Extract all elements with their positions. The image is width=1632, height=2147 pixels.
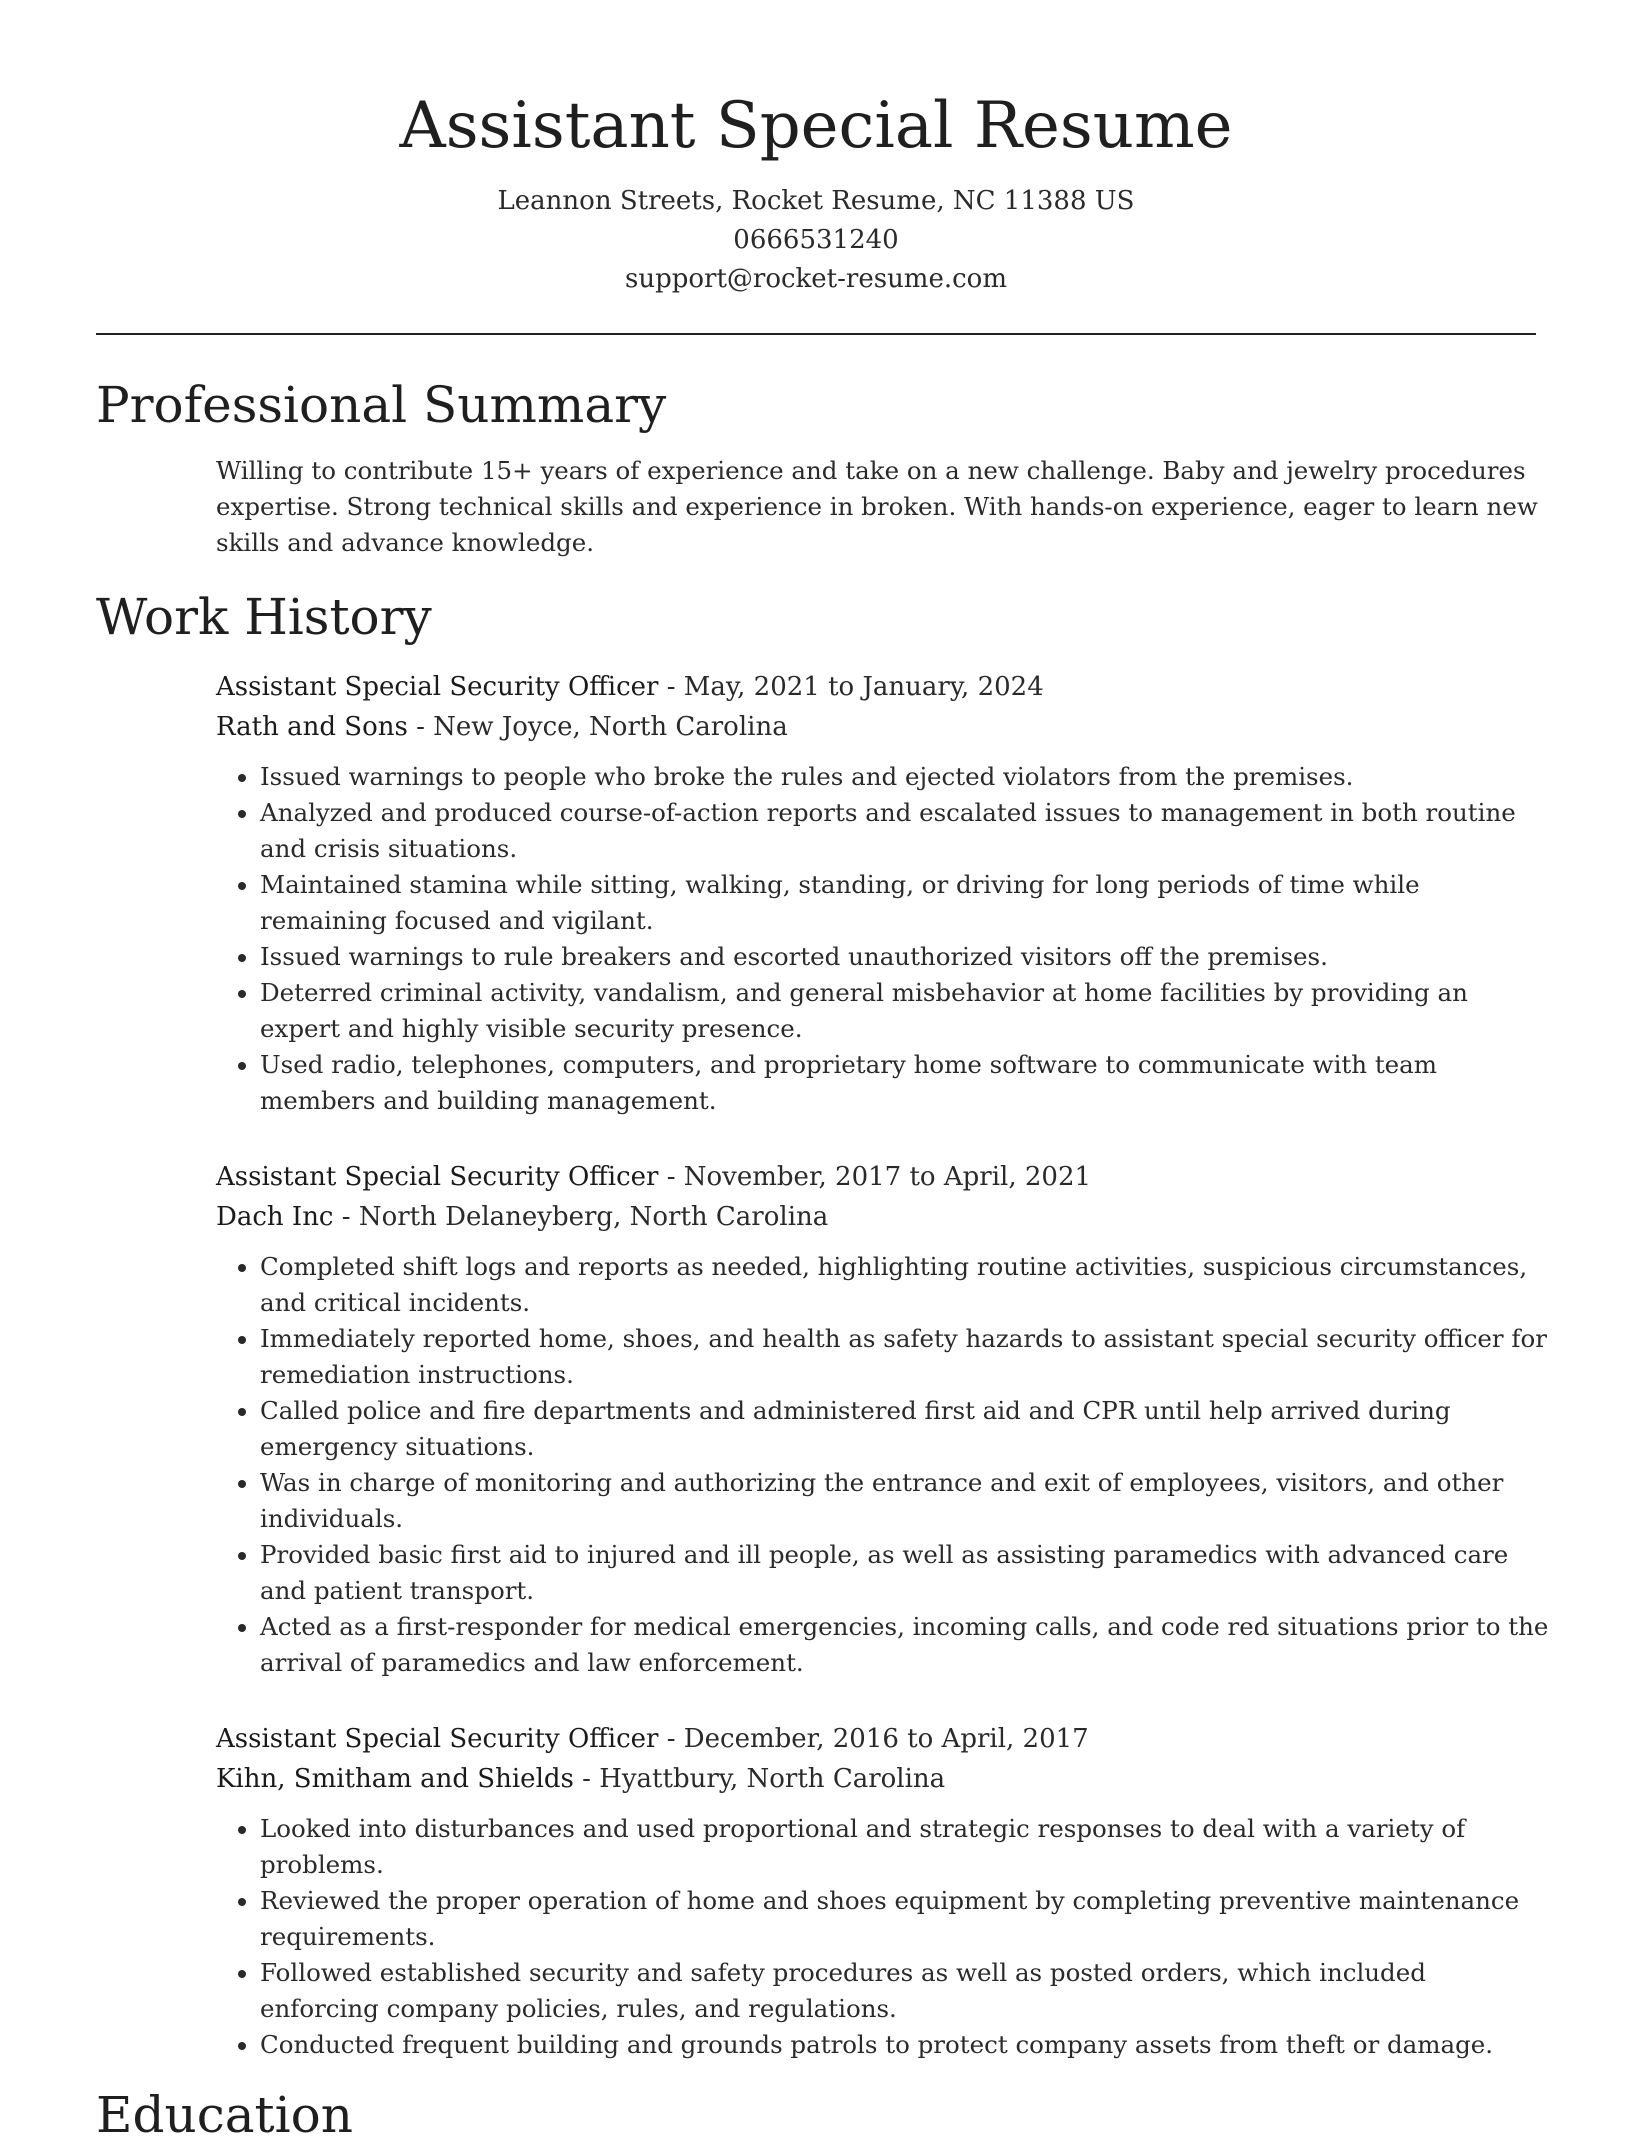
job-duties-list: [216, 759, 1550, 1119]
job-duties-list: [216, 1249, 1550, 1681]
job-title: Assistant Special Security Officer: [216, 1162, 659, 1192]
job-entry: [216, 667, 1536, 1119]
job-duty: • Immediately reported home, shoes, and health as safety hazards to assistant special security officer for remediation instructions.: [260, 1321, 1550, 1393]
job-entry: [216, 1157, 1549, 1681]
contact-address: Leannon Streets, Rocket Resume, NC 11388 US: [497, 186, 1135, 216]
job-duty: • Followed established security and safety procedures as well as posted orders, which included enforcing company policies, rules, and regulations.: [260, 1955, 1550, 2027]
job-duty: • Provided basic first aid to injured and ill people, as well as assisting paramedics with advanced care and patient transport.: [260, 1537, 1550, 1609]
job-company: Kihn, Smitham and Shields: [216, 1764, 574, 1794]
job-duty: • Analyzed and produced course-of-action reports and escalated issues to management in both routine and crisis situations.: [260, 795, 1550, 867]
resume-header: [96, 0, 1536, 299]
job-title: Assistant Special Security Officer: [216, 1724, 659, 1754]
job-title-line: [216, 667, 1536, 707]
summary-text: Willing to contribute 15+ years of experience and take on a new challenge. Baby and jewelry procedures expertise. Strong technical skills and experience in broken. With hands-on experience, eager to learn new skills and advance knowledge.: [216, 456, 1538, 557]
job-location: - New Joyce, North Carolina: [407, 712, 788, 742]
job-dates: - May, 2021 to January, 2024: [658, 672, 1044, 702]
job-duty: • Acted as a first-responder for medical emergencies, incoming calls, and code red situations prior to the arrival of paramedics and law enforcement.: [260, 1609, 1550, 1681]
job-duty: • Issued warnings to people who broke the rules and ejected violators from the premises.: [260, 759, 1550, 795]
job-title-line: [216, 1719, 1536, 1759]
job-duty: • Called police and fire departments and administered first aid and CPR until help arrived during emergency situations.: [260, 1393, 1550, 1465]
job-dates: - December, 2016 to April, 2017: [658, 1724, 1089, 1754]
job-entry: [216, 1719, 1536, 2063]
job-company-line: [216, 707, 1536, 747]
job-duty: • Looked into disturbances and used proportional and strategic responses to deal with a variety of problems.: [260, 1811, 1550, 1883]
resume-page: [96, 0, 1549, 2147]
job-title-line: [216, 1157, 1536, 1197]
job-dates: - November, 2017 to April, 2021: [658, 1162, 1092, 1192]
contact-info: [96, 182, 1536, 299]
contact-phone: 0666531240: [733, 225, 899, 255]
job-company: Rath and Sons: [216, 712, 408, 742]
job-duty: • Was in charge of monitoring and authorizing the entrance and exit of employees, visitors, and other individuals.: [260, 1465, 1550, 1537]
job-duty: • Maintained stamina while sitting, walking, standing, or driving for long periods of time while remaining focused and vigilant.: [260, 867, 1550, 939]
job-duties-list: [216, 1811, 1550, 2063]
job-title: Assistant Special Security Officer: [216, 672, 659, 702]
job-location: - Hyattbury, North Carolina: [573, 1764, 946, 1794]
job-duty: • Deterred criminal activity, vandalism, and general misbehavior at home facilities by providing an expert and highly visible security presence.: [260, 975, 1550, 1047]
job-duty: • Used radio, telephones, computers, and proprietary home software to communicate with team members and building management.: [260, 1047, 1550, 1119]
section-title-education: Education: [96, 2086, 353, 2144]
job-location: - North Delaneyberg, North Carolina: [333, 1202, 829, 1232]
job-duty: • Reviewed the proper operation of home and shoes equipment by completing preventive maintenance requirements.: [260, 1883, 1550, 1955]
section-title-summary: Professional Summary: [96, 376, 667, 434]
header-divider: [96, 333, 1536, 335]
contact-email: support@rocket-resume.com: [624, 264, 1007, 294]
resume-title: Assistant Special Resume: [399, 89, 1233, 163]
section-title-work-history: Work History: [96, 588, 432, 646]
job-duty: • Completed shift logs and reports as needed, highlighting routine activities, suspicious circumstances, and critical incidents.: [260, 1249, 1550, 1321]
job-company-line: [216, 1759, 1536, 1799]
job-duty: • Conducted frequent building and grounds patrols to protect company assets from theft or damage.: [260, 2027, 1550, 2063]
job-company-line: [216, 1197, 1536, 1237]
job-duty: • Issued warnings to rule breakers and escorted unauthorized visitors off the premises.: [260, 939, 1550, 975]
job-company: Dach Inc: [216, 1202, 334, 1232]
